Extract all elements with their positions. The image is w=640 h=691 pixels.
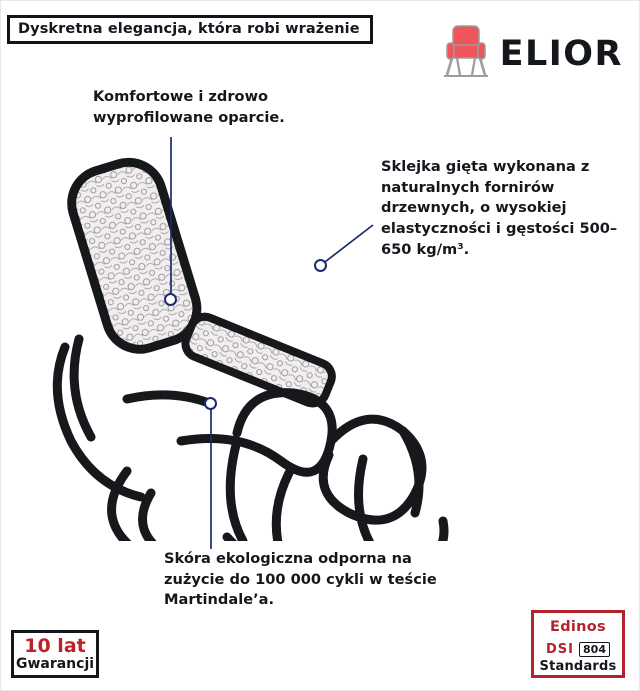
header-banner: Dyskretna elegancja, która robi wrażenie <box>7 15 373 44</box>
brand-logo-text: ELIOR <box>499 33 623 74</box>
callout-backrest: Komfortowe i zdrowo wyprofilowane oparcie. <box>93 88 285 126</box>
callout-leather: Skóra ekologiczna odporna na zużycie do 100 000 cykli w teście Martindale’a. <box>164 550 437 609</box>
edinos-name: Edinos <box>550 619 606 635</box>
marker-plywood <box>314 259 327 272</box>
edinos-dsi-label: DSI <box>546 642 575 657</box>
warranty-years: 10 lat <box>24 634 86 657</box>
warranty-label: Gwarancji <box>15 655 95 672</box>
callout-plywood: Sklejka gięta wykonana z naturalnych fornirów drzewnych, o wysokiej elastyczności i gęstości 500–650 kg/m³. <box>381 158 618 258</box>
edinos-number: 804 <box>579 642 610 657</box>
edinos-dsi-row <box>546 642 610 657</box>
edinos-standards-label: Standards <box>539 659 617 674</box>
marker-backrest <box>164 293 177 306</box>
marker-leather <box>204 397 217 410</box>
edinos-badge <box>531 610 625 678</box>
warranty-badge <box>11 630 99 678</box>
